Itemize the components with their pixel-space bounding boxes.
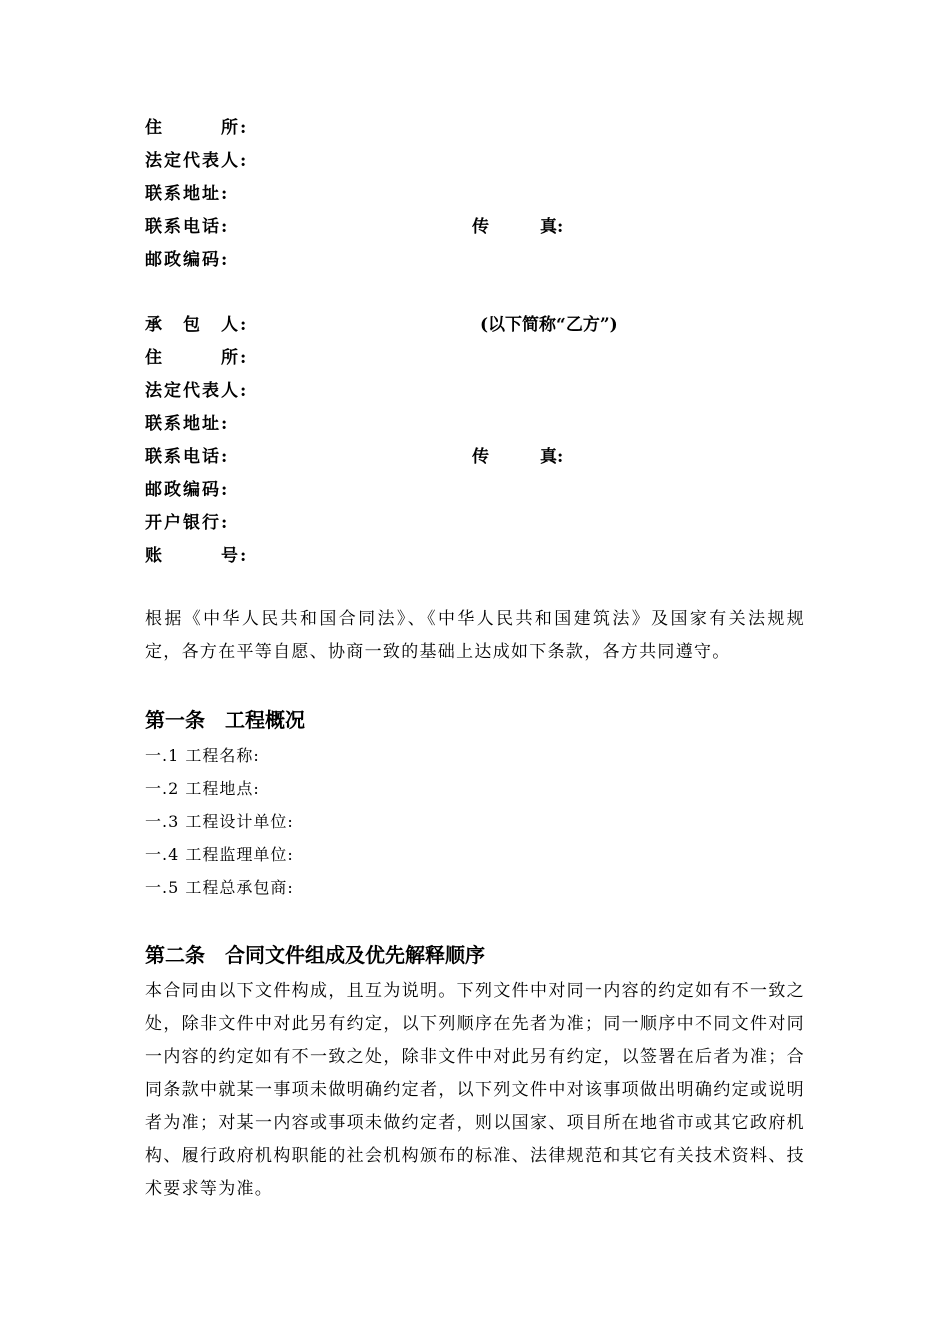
preamble-paragraph: 根据《中华人民共和国合同法》、《中华人民共和国建筑法》及国家有关法规规定，各方在平等自愿、协商一致的基础上达成如下条款，各方共同遵守。 xyxy=(145,609,805,662)
party-b-account-label: 账 号: xyxy=(145,546,249,566)
party-b-legal-rep-label: 法定代表人: xyxy=(145,381,249,401)
article-1-heading: 第一条 工程概况 xyxy=(145,708,305,732)
party-b-contractor-label: 承 包 人: xyxy=(145,315,249,335)
article-2-body: 本合同由以下文件构成，且互为说明。下列文件中对同一内容的约定如有不一致之处，除非文件中对此另有约定，以下列顺序在先者为准；同一顺序中不同文件对同一内容的约定如有不一致之处，除非文件中对此另有约定，以签署在后者为准；合同条款中就某一事项未做明确约定者，以下列文件中对该事项做出明确约定或说明者为准；对某一内容或事项未做约定者，则以国家、项目所在地省市或其它政府机构、履行政府机构职能的社会机构颁布的标准、法律规范和其它有关技术资料、技术要求等为准。 xyxy=(145,981,805,1199)
party-b-bank-label: 开户银行: xyxy=(145,513,230,533)
party-b-phone-label: 联系电话: xyxy=(145,447,230,467)
party-b-address-label: 住 所: xyxy=(145,348,249,368)
party-a-address-label: 住 所: xyxy=(145,118,249,138)
article-1-item: 一.5 工程总承包商: xyxy=(145,878,294,897)
article-1-item: 一.4 工程监理单位: xyxy=(145,845,294,864)
article-2-heading: 第二条 合同文件组成及优先解释顺序 xyxy=(145,943,485,967)
party-a-phone-label: 联系电话: xyxy=(145,217,230,237)
article-1-item: 一.1 工程名称: xyxy=(145,746,260,765)
party-b-postcode-label: 邮政编码: xyxy=(145,480,230,500)
party-a-postcode-label: 邮政编码: xyxy=(145,250,230,270)
party-a-fax-label: 传 真: xyxy=(472,217,564,237)
article-1-item: 一.2 工程地点: xyxy=(145,779,260,798)
party-b-contact-address-label: 联系地址: xyxy=(145,414,230,434)
party-a-legal-rep-label: 法定代表人: xyxy=(145,151,249,171)
article-1-item: 一.3 工程设计单位: xyxy=(145,812,294,831)
party-a-contact-address-label: 联系地址: xyxy=(145,184,230,204)
party-b-alias-note: (以下简称“乙方”) xyxy=(480,315,618,335)
party-b-fax-label: 传 真: xyxy=(472,447,564,467)
